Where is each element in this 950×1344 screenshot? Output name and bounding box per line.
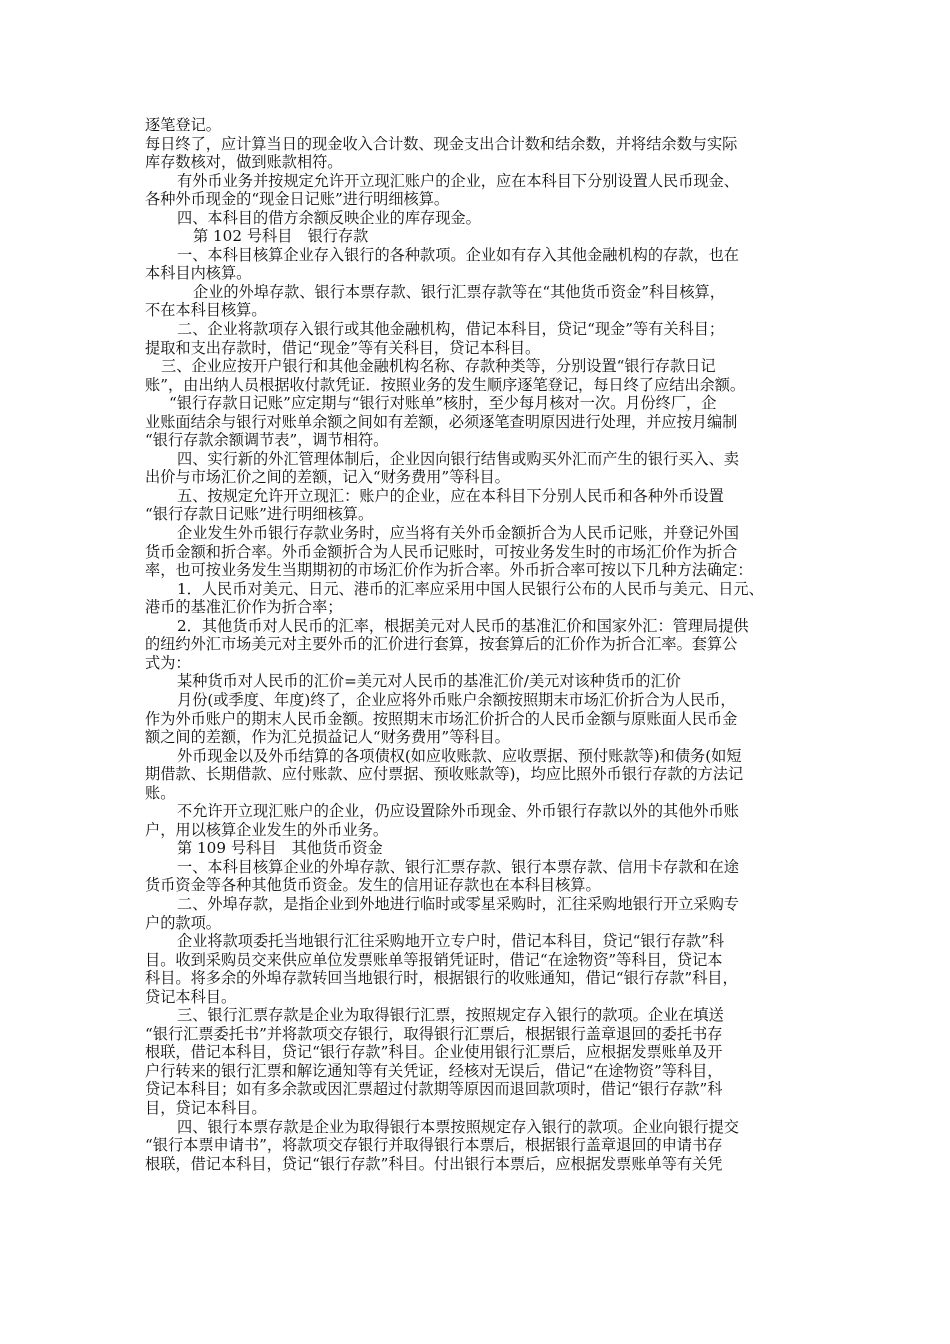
text-line: 出价与市场汇价之间的差额，记入“财务费用”等科目。 <box>145 468 510 487</box>
text-line: 贷记本科目；如有多余款或因汇票超过付款期等原因而退回款项时，借记“银行存款”科 <box>145 1080 723 1099</box>
text-line: 贷记本科目。 <box>145 987 237 1006</box>
text-line: 期借款、长期借款、应付账款、应付票据、预收账款等)，均应比照外币银行存款的方法记 <box>145 765 744 784</box>
text-line: 二、外埠存款，是指企业到外地进行临时或零星采购时，汇往采购地银行开立采购专 <box>177 894 739 913</box>
text-line: 货币金额和折合率。外币金额折合为人民币记账时，可按业务发生时的市场汇价作为折合 <box>145 542 738 561</box>
text-line: “银行本票申请书”，将款项交存银行并取得银行本票后，根据银行盖章退回的申请书存 <box>145 1136 723 1155</box>
text-line: 货币资金等各种其他货币资金。发生的信用证存款也在本科目核算。 <box>145 876 601 895</box>
text-line: 业账面结余与银行对账单余额之间如有差额，必须逐笔查明原因进行处理，并应按月编制 <box>145 412 738 431</box>
text-line: 户，用以核算企业发生的外币业务。 <box>145 820 388 839</box>
text-line: 式为： <box>145 653 191 672</box>
text-line: 一、本科目核算企业的外埠存款、银行汇票存款、银行本票存款、信用卡存款和在途 <box>177 857 739 876</box>
text-line: 率，也可按业务发生当期期初的市场汇价作为折合率。外币折合率可按以下几种方法确定： <box>145 561 753 580</box>
text-line: “银行存款余额调节表”，调节相符。 <box>145 431 389 450</box>
text-line: 本科目内核算。 <box>145 264 252 283</box>
text-line: 四、银行本票存款是企业为取得银行本票按照规定存入银行的款项。企业向银行提交 <box>177 1117 739 1136</box>
text-line: 不在本科目核算。 <box>145 301 267 320</box>
text-line: 户的款项。 <box>145 913 221 932</box>
text-line: 一、本科目核算企业存入银行的各种款项。企业如有存入其他金融机构的存款，也在 <box>177 245 739 264</box>
text-line: 月份(或季度、年度)终了，企业应将外币账户余额按照期末市场汇价折合为人民币， <box>177 690 736 709</box>
text-line: 第 102 号科目 银行存款 <box>193 227 369 246</box>
text-line: 2．其他货币对人民币的汇率，根据美元对人民币的基准汇价和国家外汇：管理局提供 <box>177 616 749 635</box>
text-line: 额之间的差额，作为汇兑损益记人“财务费用”等科目。 <box>145 728 510 747</box>
text-line: 每日终了，应计算当日的现金收入合计数、现金支出合计数和结余数，并将结余数与实际 <box>145 134 738 153</box>
document-body <box>145 116 817 1173</box>
text-line: 有外币业务并按规定允许开立现汇账户的企业，应在本科目下分别设置人民币现金、 <box>177 171 739 190</box>
text-line: 第 109 号科目 其他货币资金 <box>177 839 383 858</box>
text-line: 不允许开立现汇账户的企业，仍应设置除外币现金、外币银行存款以外的其他外币账 <box>177 802 739 821</box>
text-line: 的纽约外汇市场美元对主要外币的汇价进行套算，按套算后的汇价作为折合汇率。套算公 <box>145 635 738 654</box>
text-line: 1．人民币对美元、日元、港币的汇率应采用中国人民银行公布的人民币与美元、日元、 <box>177 579 764 598</box>
text-line: “银行存款日记账”进行明细核算。 <box>145 505 374 524</box>
text-line: 根联，借记本科目，贷记“银行存款”科目。付出银行本票后，应根据发票账单等有关凭 <box>145 1154 723 1173</box>
text-line: 外币现金以及外币结算的各项债权(如应收账款、应收票据、预付账款等)和债务(如短 <box>177 746 742 765</box>
text-line: 各种外币现金的“现金日记账”进行明细核算。 <box>145 190 450 209</box>
text-line: 企业将款项委托当地银行汇往采购地开立专户时，借记本科目，贷记“银行存款”科 <box>177 932 725 951</box>
text-line: 五、按规定允许开立现汇：账户的企业，应在本科目下分别人民币和各种外币设置 <box>177 486 724 505</box>
text-line: 目。收到采购员交来供应单位发票账单等报销凭证时，借记“在途物资”等科目，贷记本 <box>145 950 723 969</box>
text-line: 根联，借记本科目，贷记“银行存款”科目。企业使用银行汇票后，应根据发票账单及开 <box>145 1043 723 1062</box>
text-line: 企业发生外币银行存款业务时，应当将有关外币金额折合为人民币记账，并登记外国 <box>177 524 739 543</box>
text-line: 企业的外埠存款、银行本票存款、银行汇票存款等在“其他货币资金”科目核算， <box>193 282 725 301</box>
text-line: 二、企业将款项存入银行或其他金融机构，借记本科目，贷记“现金”等有关科目； <box>177 320 725 339</box>
text-line: 三、企业应按开户银行和其他金融机构名称、存款种类等，分别设置“银行存款日记 <box>161 357 716 376</box>
text-line: 三、银行汇票存款是企业为取得银行汇票，按照规定存入银行的款项。企业在填送 <box>177 1006 724 1025</box>
text-line: “银行存款日记账”应定期与“银行对账单”核肘，至少每月核对一次。月份终厂，企 <box>169 394 717 413</box>
text-line: “银行汇票委托书”并将款项交存银行，取得银行汇票后，根据银行盖章退回的委托书存 <box>145 1024 723 1043</box>
text-line: 逐笔登记。 <box>145 116 221 134</box>
text-line: 库存数核对，做到账款相符。 <box>145 153 343 172</box>
text-line: 提取和支出存款时，借记“现金”等有关科目，贷记本科目。 <box>145 338 541 357</box>
text-line: 港币的基准汇价作为折合率； <box>145 598 343 617</box>
text-line: 账”，由出纳人员根据收付款凭证．按照业务的发生顺序逐笔登记，每日终了应结出余额。 <box>145 375 746 394</box>
text-line: 账。 <box>145 783 176 802</box>
text-line: 四、本科目的借方余额反映企业的库存现金。 <box>177 208 481 227</box>
text-line: 某种货币对人民币的汇价=美元对人民币的基准汇价/美元对该种货币的汇价 <box>177 672 681 691</box>
text-line: 户行转来的银行汇票和解讫通知等有关凭证，经核对无误后，借记“在途物资”等科目， <box>145 1061 723 1080</box>
text-line: 四、实行新的外汇管理体制后，企业因向银行结售或购买外汇而产生的银行买入、卖 <box>177 449 739 468</box>
text-line: 作为外币账户的期末人民币金额。按照期末市场汇价折合的人民币金额与原账面人民币金 <box>145 709 738 728</box>
text-line: 科目。将多余的外埠存款转回当地银行时，根据银行的收账通知，借记“银行存款”科目， <box>145 969 738 988</box>
text-line: 目，贷记本科目。 <box>145 1098 267 1117</box>
